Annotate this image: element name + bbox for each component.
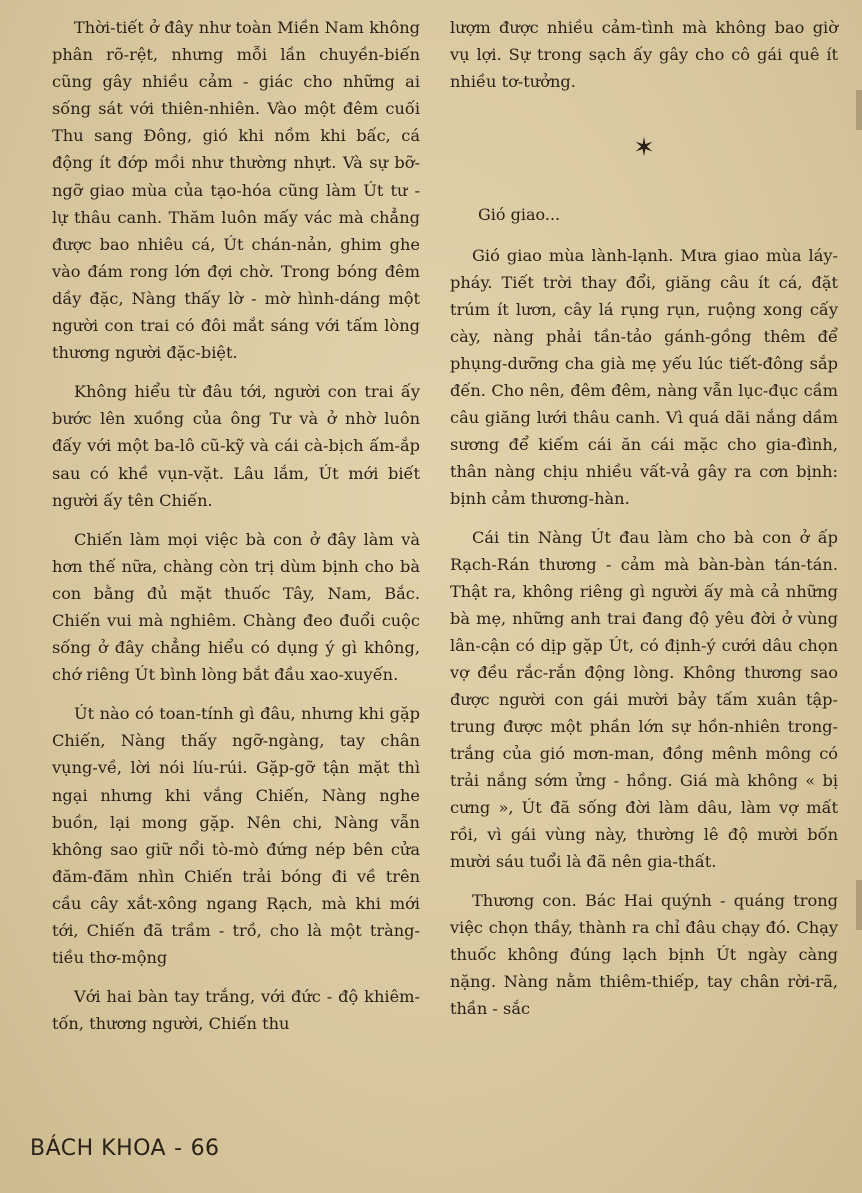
page-footer xyxy=(30,1136,220,1161)
paragraph: Không hiểu từ đâu tới, người con trai ấy bước lên xuồng của ông Tư và ở nhờ luôn đấy với một ba-lô cũ-kỹ và cái cà-bịch ấm-ắp sau có khề vụn-vặt. Lâu lắm, Út mới biết người ấy tên Chiến. xyxy=(52,382,420,510)
paragraph: lượm được nhiều cảm-tình mà không bao giờ vụ lợi. Sự trong sạch ấy gây cho cô gái quê ít nhiều tơ-tưởng. xyxy=(450,18,838,91)
page-number: 66 xyxy=(190,1136,220,1161)
publication-name: BÁCH KHOA xyxy=(30,1136,167,1161)
paragraph: Gió giao mùa lành-lạnh. Mưa giao mùa láy-pháy. Tiết trời thay đổi, giăng câu ít cá, đặt trúm ít lươn, cây lá rụng rụn, ruộng xong cấy cày, nàng phải tần-tảo gánh-gồng thêm để phụng-dưỡng cha già mẹ yếu lúc tiết-đông sắp đến. Cho nên, đêm đêm, nàng vẫn lục-đục cầm câu giăng lưới thâu canh. Vì quá dãi nắng dầm sương để kiếm cái ăn cái mặc cho gia-đình, thân nàng chịu nhiều vất-vả gây ra cơn bịnh: bịnh cảm thương-hàn. xyxy=(450,246,838,508)
page-edge-mark xyxy=(856,880,862,930)
star-separator-icon: ✶ xyxy=(633,133,655,163)
paragraph: Thời-tiết ở đây như toàn Miền Nam không phân rõ-rệt, nhưng mỗi lần chuyền-biến cũng gây nhiều cảm - giác cho những ai sống sát với thiên-nhiên. Vào một đêm cuối Thu sang Đông, gió khi nồm khi bấc, cá động ít đớp mồi như thường nhựt. Và sự bỡ-ngỡ giao mùa của tạo-hóa cũng làm Út tư - lự thâu canh. Thăm luôn mấy vác mà chẳng được bao nhiêu cá, Út chán-nản, ghim ghe vào đám rong lớn đợi chờ. Trong bóng đêm dầy đặc, Nàng thấy lờ - mờ hình-dáng một người con trai có đôi mắt sáng với tấm lòng thương người đặc-biệt. xyxy=(52,18,420,363)
page-edge-mark xyxy=(856,90,862,130)
left-column xyxy=(52,14,420,1049)
paragraph: Thương con. Bác Hai quýnh - quáng trong việc chọn thầy, thành ra chỉ đâu chạy đó. Chạy thuốc không đúng lạch bịnh Út ngày càng nặng. Nàng nằm thiêm-thiếp, tay chân rời-rã, thần - sắc xyxy=(450,891,838,1018)
paragraph: Với hai bàn tay trắng, với đức - độ khiêm-tốn, thương người, Chiến thu xyxy=(52,987,420,1034)
footer-separator: - xyxy=(174,1136,183,1161)
section-heading: Gió giao... xyxy=(478,205,561,224)
paragraph: Út nào có toan-tính gì đâu, nhưng khi gặp Chiến, Nàng thấy ngỡ-ngàng, tay chân vụng-về, lời nói líu-rúi. Gặp-gỡ tận mặt thì ngại nhưng khi vắng Chiến, Nàng nghe buồn, lại mong gặp. Nên chi, Nàng vẫn không sao giữ nổi tò-mò đứng nép bên cửa đăm-đăm nhìn Chiến trải bóng đi về trên cầu cây xắt-xông ngang Rạch, mà khi mới tới, Chiến đã trầm - trồ, cho là một tràng-tiều thơ-mộng xyxy=(52,704,420,968)
paragraph: Chiến làm mọi việc bà con ở đây làm và hơn thế nữa, chàng còn trị dùm bịnh cho bà con bằng đủ mặt thuốc Tây, Nam, Bắc. Chiến vui mà nghiêm. Chàng đeo đuổi cuộc sống ở đây chẳng hiểu có dụng ý gì không, chớ riêng Út bình lòng bắt đầu xao-xuyến. xyxy=(52,529,420,685)
paragraph: Cái tin Nàng Út đau làm cho bà con ở ấp Rạch-Rán thương - cảm mà bàn-bàn tán-tán. Thật ra, không riêng gì người ấy mà cả những bà mẹ, những anh trai đang độ yêu đời ở vùng lân-cận có dịp gặp Út, có định-ý cưới dâu chọn vợ đều rắc-rắn động lòng. Không thương sao được người con gái mười bảy tấm xuân tập-trung được một phần lớn sự hồn-nhiên trong-trắng của gió mơn-man, đồng mênh mông có trải nắng sớm ửng - hồng. Giá mà không « bị cưng », Út đã sống đời làm dâu, làm vợ mất rồi, vì gái vùng này, thường lê độ mười bốn mười sáu tuổi là đã nên gia-thất. xyxy=(450,528,838,871)
right-column xyxy=(450,14,838,1034)
